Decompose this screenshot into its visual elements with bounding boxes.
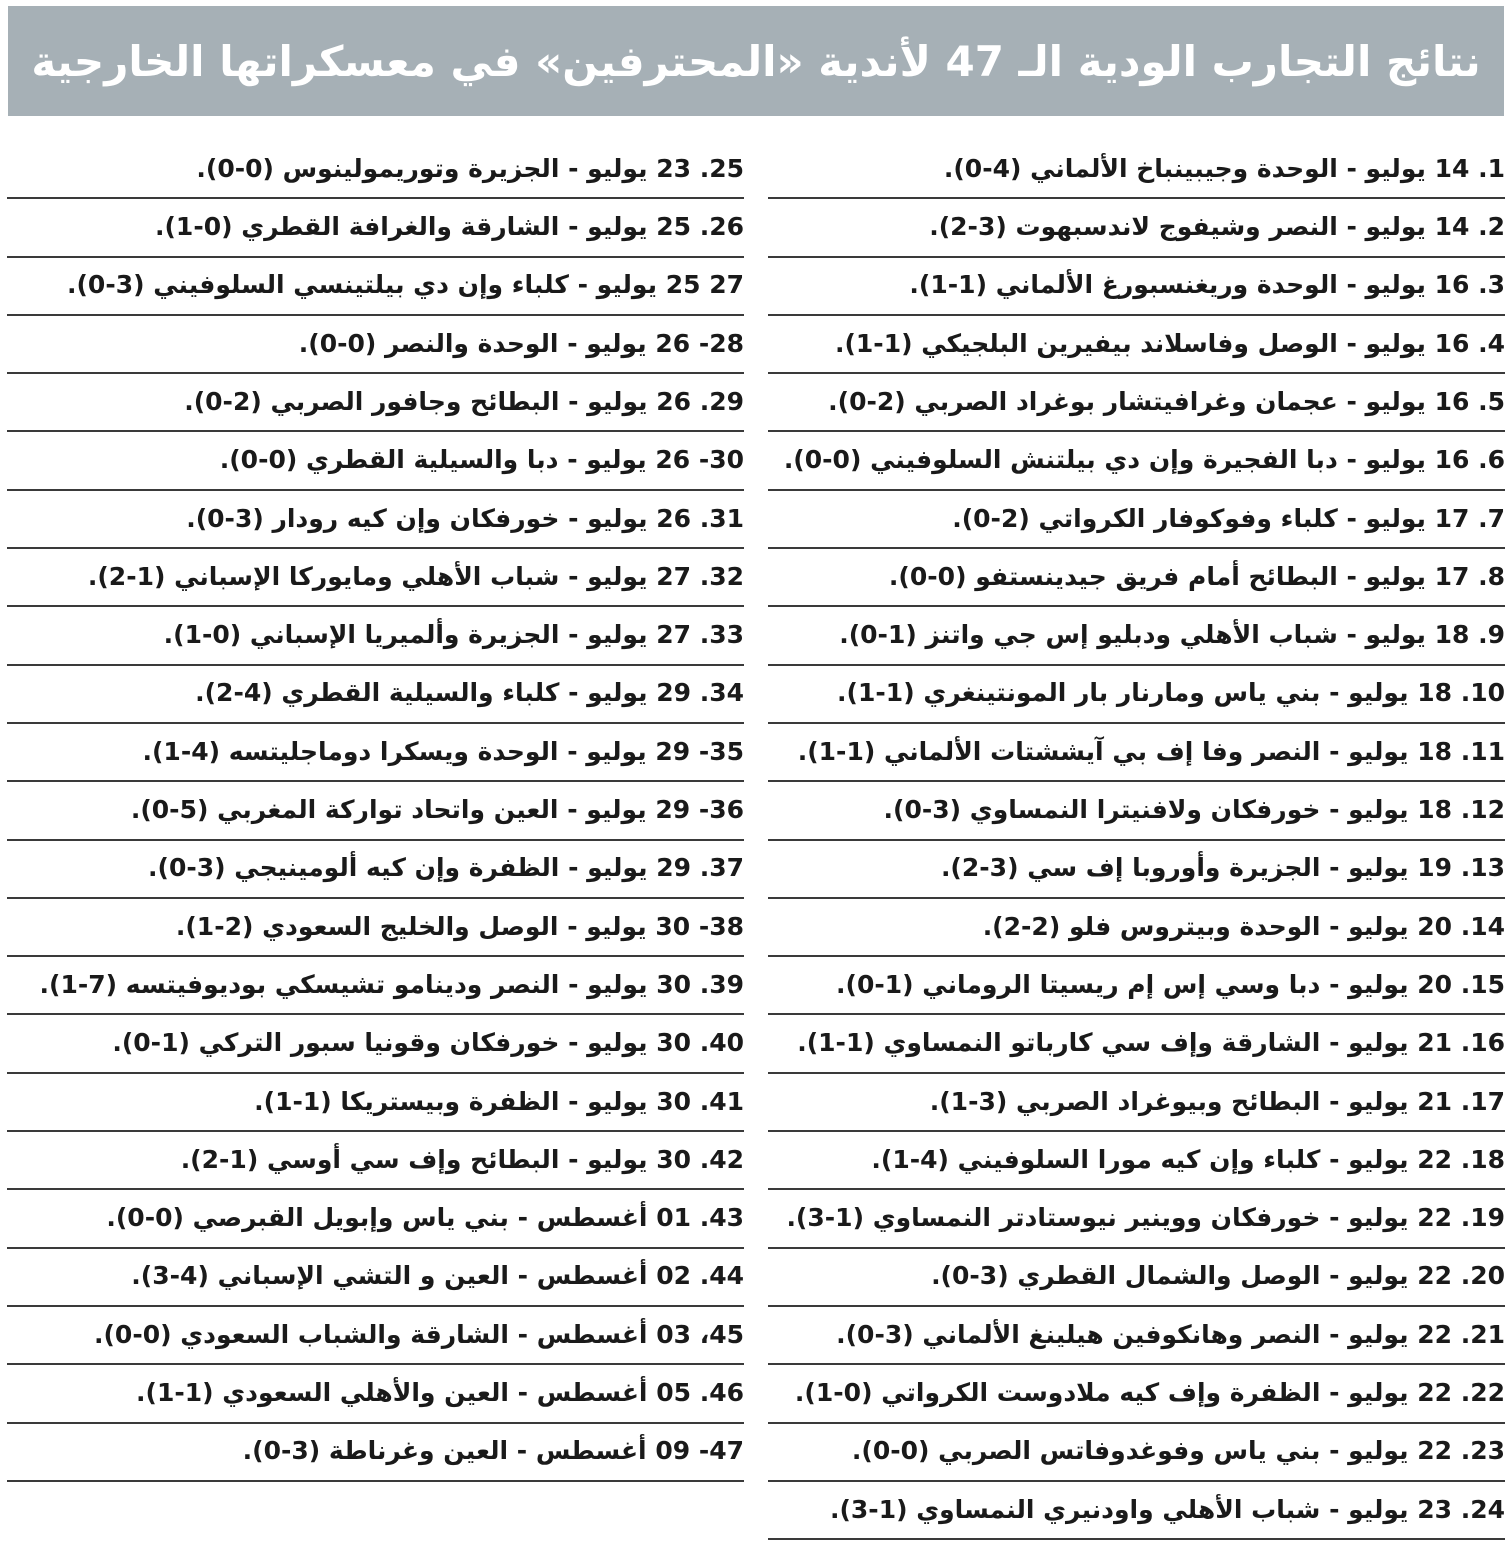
results-column-right — [768, 141, 1505, 1540]
result-item — [768, 724, 1505, 782]
result-text: 10. 18 يوليو - بني ياس ومارنار بار المونتينغري (1-1). — [837, 678, 1505, 708]
result-item — [768, 258, 1505, 316]
result-item — [768, 899, 1505, 957]
result-item — [768, 957, 1505, 1015]
result-item — [7, 1249, 744, 1307]
result-text: 28- 26 يوليو - الوحدة والنصر (0-0). — [298, 328, 744, 358]
result-text: 35- 29 يوليو - الوحدة ويسكرا دوماجليتسه (4-1). — [142, 736, 744, 766]
header-bar — [8, 6, 1504, 116]
result-text: 27 25 يوليو - كلباء وإن دي بيلتينسي السلوفيني (3-0). — [66, 270, 744, 300]
result-text: 39. 30 يوليو - النصر ودينامو تشيسكي بوديوفيتسه (7-1). — [39, 969, 744, 999]
result-text: 6. 16 يوليو - دبا الفجيرة وإن دي بيلتنش السلوفيني (0-0). — [783, 445, 1505, 475]
result-text: 30- 26 يوليو - دبا والسيلية القطري (0-0). — [219, 445, 744, 475]
result-text: 8. 17 يوليو - البطائح أمام فريق جيدينستفو (0-0). — [888, 561, 1505, 591]
result-item — [768, 549, 1505, 607]
result-item — [7, 549, 744, 607]
result-item — [768, 316, 1505, 374]
result-text: 20. 22 يوليو - الوصل والشمال القطري (3-0). — [931, 1261, 1505, 1291]
result-item — [768, 1307, 1505, 1365]
result-text: 41. 30 يوليو - الظفرة وبيستريكا (1-1). — [254, 1086, 744, 1116]
result-text: 24. 23 يوليو - شباب الأهلي واودنيري النمساوي (1-3). — [829, 1494, 1505, 1524]
result-text: 11. 18 يوليو - النصر وفا إف بي آيششتات الألماني (1-1). — [797, 736, 1505, 766]
result-text: 9. 18 يوليو - شباب الأهلي ودبليو إس جي واتنز (1-0). — [839, 620, 1505, 650]
result-item — [768, 1132, 1505, 1190]
result-item — [768, 491, 1505, 549]
result-text: 43. 01 أغسطس - بني ياس وإبويل القبرصي (0-0). — [106, 1203, 744, 1233]
result-item — [768, 374, 1505, 432]
result-text: 38- 30 يوليو - الوصل والخليج السعودي (2-1). — [175, 911, 744, 941]
result-text: 33. 27 يوليو - الجزيرة وألميريا الإسباني (0-1). — [163, 620, 744, 650]
result-item — [7, 1424, 744, 1482]
result-item — [768, 1482, 1505, 1540]
page-title: نتائج التجارب الودية الـ 47 لأندية «المحترفين» في معسكراتها الخارجية — [31, 36, 1481, 86]
result-text: 19. 22 يوليو - خورفكان ووينير نيوستادتر النمساوي (1-3). — [786, 1203, 1505, 1233]
result-item — [768, 199, 1505, 257]
result-text: 47- 09 أغسطس - العين وغرناطة (3-0). — [242, 1436, 744, 1466]
result-text: 2. 14 يوليو - النصر وشيفوج لاندسبهوت (3-2). — [929, 212, 1505, 242]
result-item — [7, 1307, 744, 1365]
result-text: 31. 26 يوليو - خورفكان وإن كيه رودار (3-0). — [186, 503, 744, 533]
result-text: 15. 20 يوليو - دبا وسي إس إم ريسيتا الروماني (1-0). — [836, 969, 1505, 999]
result-item — [7, 1015, 744, 1073]
result-text: 36- 29 يوليو - العين واتحاد تواركة المغربي (5-0). — [130, 795, 744, 825]
result-item — [7, 782, 744, 840]
result-text: 45، 03 أغسطس - الشارقة والشباب السعودي (0-0). — [93, 1319, 744, 1349]
result-text: 12. 18 يوليو - خورفكان ولافنيترا النمساوي (3-0). — [883, 795, 1505, 825]
result-text: 4. 16 يوليو - الوصل وفاسلاند بيفيرين البلجيكي (1-1). — [834, 328, 1505, 358]
result-item — [7, 258, 744, 316]
result-text: 42. 30 يوليو - البطائح وإف سي أوسي (1-2). — [180, 1144, 744, 1174]
result-item — [768, 782, 1505, 840]
result-text: 26. 25 يوليو - الشارقة والغرافة القطري (0-1). — [154, 212, 744, 242]
result-text: 21. 22 يوليو - النصر وهانكوفين هيلينغ الألماني (3-0). — [836, 1319, 1505, 1349]
result-item — [768, 1190, 1505, 1248]
result-text: 14. 20 يوليو - الوحدة وبيتروس فلو (2-2). — [982, 911, 1505, 941]
result-text: 46. 05 أغسطس - العين والأهلي السعودي (1-1). — [136, 1378, 744, 1407]
result-text: 34. 29 يوليو - كلباء والسيلية القطري (4-2). — [195, 678, 744, 708]
results-column-left — [7, 141, 744, 1482]
result-text: 25. 23 يوليو - الجزيرة وتوريمولينوس (0-0). — [196, 153, 744, 183]
result-item — [7, 1132, 744, 1190]
result-item — [7, 374, 744, 432]
result-item — [7, 141, 744, 199]
result-item — [768, 666, 1505, 724]
result-text: 3. 16 يوليو - الوحدة وريغنسبورغ الألماني (1-1). — [909, 270, 1505, 300]
result-item — [768, 1249, 1505, 1307]
result-item — [7, 666, 744, 724]
result-item — [768, 1015, 1505, 1073]
result-item — [7, 899, 744, 957]
result-item — [7, 432, 744, 490]
result-text: 29. 26 يوليو - البطائح وجافور الصربي (2-0). — [184, 386, 744, 416]
result-text: 7. 17 يوليو - كلباء وفوكوفار الكرواتي (2-0). — [952, 503, 1505, 533]
results-columns — [7, 141, 1505, 1540]
result-item — [768, 432, 1505, 490]
result-text: 23. 22 يوليو - بني ياس وفوغدوفاتس الصربي (0-0). — [851, 1436, 1505, 1466]
result-item — [7, 724, 744, 782]
result-text: 32. 27 يوليو - شباب الأهلي ومايوركا الإسباني (1-2). — [87, 561, 744, 591]
result-item — [768, 607, 1505, 665]
result-item — [7, 1365, 744, 1423]
result-text: 13. 19 يوليو - الجزيرة وأوروبا إف سي (3-2). — [940, 853, 1505, 883]
result-item — [7, 316, 744, 374]
result-text: 1. 14 يوليو - الوحدة وجيبينباخ الألماني (4-0). — [943, 153, 1505, 183]
result-text: 17. 21 يوليو - البطائح وبيوغراد الصربي (3-1). — [929, 1086, 1505, 1116]
result-item — [7, 1074, 744, 1132]
result-item — [768, 141, 1505, 199]
result-text: 37. 29 يوليو - الظفرة وإن كيه ألومينيجي (3-0). — [148, 853, 744, 883]
result-text: 40. 30 يوليو - خورفكان وقونيا سبور التركي (1-0). — [112, 1028, 744, 1058]
result-item — [7, 491, 744, 549]
result-text: 22. 22 يوليو - الظفرة وإف كيه ملادوست الكرواتي (0-1). — [794, 1378, 1505, 1407]
result-item — [768, 1074, 1505, 1132]
result-item — [7, 199, 744, 257]
result-text: 16. 21 يوليو - الشارقة وإف سي كارباتو النمساوي (1-1). — [797, 1028, 1505, 1058]
result-item — [768, 841, 1505, 899]
result-item — [7, 957, 744, 1015]
result-item — [768, 1424, 1505, 1482]
result-text: 18. 22 يوليو - كلباء وإن كيه مورا السلوفيني (4-1). — [871, 1144, 1505, 1174]
result-item — [768, 1365, 1505, 1423]
result-item — [7, 607, 744, 665]
result-text: 5. 16 يوليو - عجمان وغرافيتشار بوغراد الصربي (2-0). — [828, 386, 1505, 416]
result-item — [7, 841, 744, 899]
result-item — [7, 1190, 744, 1248]
result-text: 44. 02 أغسطس - العين و التشي الإسباني (4-3). — [131, 1261, 744, 1291]
